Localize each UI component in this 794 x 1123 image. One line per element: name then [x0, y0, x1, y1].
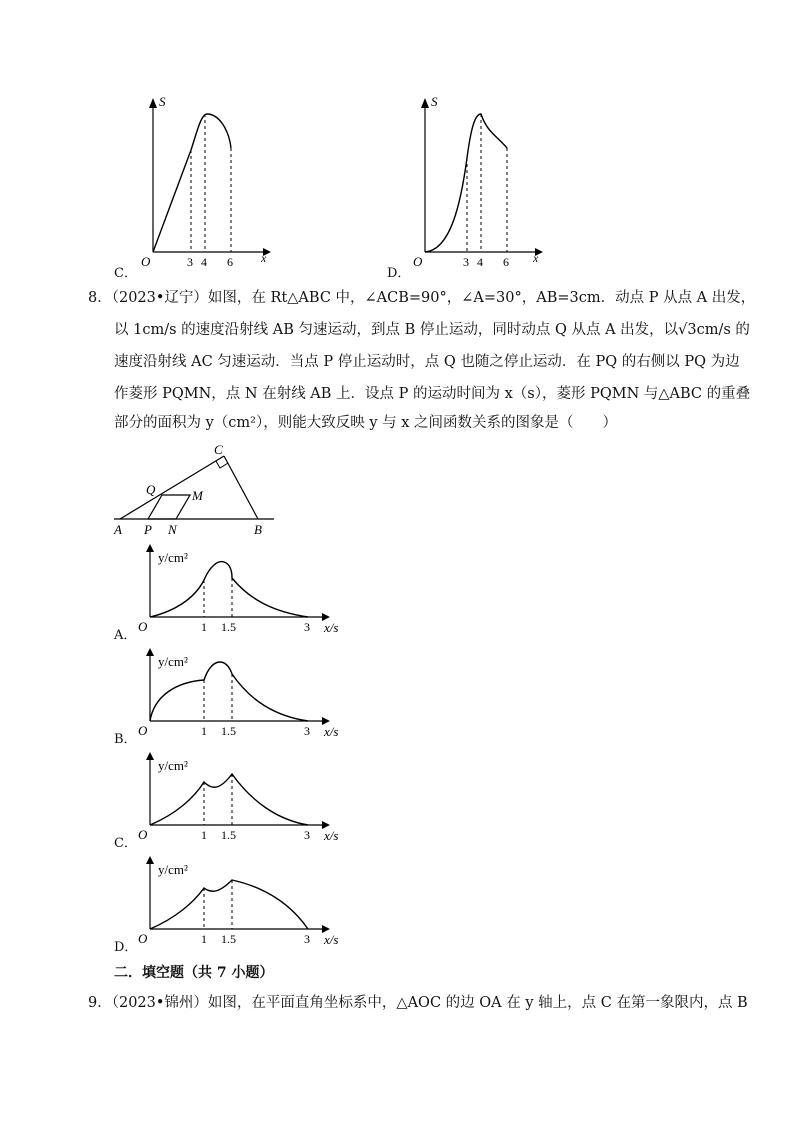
graph-d-tick: 4	[477, 255, 483, 269]
option-b-tick: 1	[201, 724, 207, 738]
option-c-label: C．	[114, 836, 137, 851]
label-n: N	[168, 522, 177, 537]
label-m: M	[192, 488, 203, 503]
graph-c-origin: O	[141, 254, 151, 269]
graph-d-x-label: x	[533, 251, 539, 265]
option-b-origin: O	[138, 723, 148, 738]
option-c-tick: 3	[304, 828, 310, 842]
graph-d-origin: O	[413, 254, 423, 269]
label-p: P	[144, 522, 152, 537]
option-b-graph	[132, 644, 352, 744]
graph-c-y-label: S	[159, 94, 166, 109]
option-a-y-label: y/cm²	[158, 550, 188, 565]
q9-line-1: 9．（2023•锦州）如图，在平面直角坐标系中，△AOC 的边 OA 在 y 轴上，点 C 在第一象限内，点 B	[88, 995, 748, 1011]
q8-line-3: 速度沿射线 AC 匀速运动．当点 P 停止运动时，点 Q 也随之停止运动．在 PQ 的右侧以 PQ 为边	[114, 354, 740, 370]
graph-d-tick: 3	[463, 255, 469, 269]
option-c-tick: 1	[201, 828, 207, 842]
q8-line-1: 8．（2023•辽宁）如图，在 Rt△ABC 中，∠ACB=90°，∠A=30°，AB=3cm．动点 P 从点 A 出发，	[88, 290, 756, 306]
option-b-label: B．	[114, 732, 137, 747]
option-a-tick: 1	[201, 620, 207, 634]
option-a-graph	[132, 540, 352, 640]
option-d-label: D．	[114, 940, 138, 955]
option-d-tick: 1.5	[221, 932, 236, 946]
option-d-tick: 3	[304, 932, 310, 946]
q8-line-5: 部分的面积为 y（cm²），则能大致反映 y 与 x 之间函数关系的图象是（ ）	[114, 415, 618, 431]
option-b-y-label: y/cm²	[158, 654, 188, 669]
option-c-label: C．	[114, 266, 137, 281]
section-title: 二．填空题（共 7 小题）	[114, 965, 274, 981]
option-a-tick: 3	[304, 620, 310, 634]
triangle-figure	[108, 440, 288, 540]
option-b-x-label: x/s	[324, 724, 339, 739]
option-d-label: D．	[387, 266, 411, 281]
option-d-graph	[132, 852, 352, 952]
graph-c-tick: 4	[201, 255, 207, 269]
graph-d-y-label: S	[431, 94, 438, 109]
label-q: Q	[146, 482, 156, 497]
option-c-graph	[132, 748, 352, 848]
graph-d-tick: 6	[503, 255, 509, 269]
option-c-y-label: y/cm²	[158, 758, 188, 773]
option-c-tick: 1.5	[221, 828, 236, 842]
graph-c	[135, 92, 275, 272]
option-a-label: A．	[114, 628, 137, 643]
graph-c-tick: 6	[227, 255, 233, 269]
graph-c-tick: 3	[187, 255, 193, 269]
option-d-x-label: x/s	[324, 932, 339, 947]
option-d-tick: 1	[201, 932, 207, 946]
option-a-x-label: x/s	[324, 620, 339, 635]
option-c-x-label: x/s	[324, 828, 339, 843]
graph-d	[407, 92, 547, 272]
q8-line-4: 作菱形 PQMN，点 N 在射线 AB 上．设点 P 的运动时间为 x（s），菱形 PQMN 与△ABC 的重叠	[114, 386, 751, 402]
option-a-tick: 1.5	[221, 620, 236, 634]
label-a: A	[114, 522, 122, 537]
q8-line-2: 以 1cm/s 的速度沿射线 AB 匀速运动，到点 B 停止运动，同时动点 Q 从点 A 出发，以√3cm/s 的	[114, 322, 750, 338]
option-a-origin: O	[138, 619, 148, 634]
option-d-y-label: y/cm²	[158, 862, 188, 877]
option-b-tick: 3	[304, 724, 310, 738]
option-c-origin: O	[138, 827, 148, 842]
label-b: B	[254, 522, 262, 537]
option-d-origin: O	[138, 931, 148, 946]
option-b-tick: 1.5	[221, 724, 236, 738]
label-c: C	[214, 442, 223, 457]
graph-c-x-label: x	[261, 251, 267, 265]
